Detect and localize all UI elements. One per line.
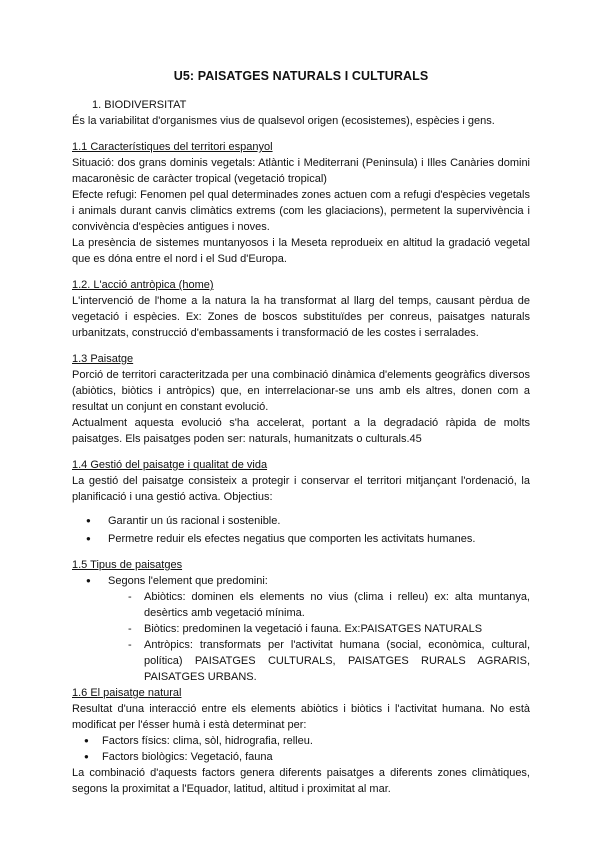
factors-list [72, 733, 530, 765]
list-item: ● Segons l'element que predomini: [72, 573, 530, 589]
section-title-1-1: 1.1 Característiques del territori espanyol [72, 141, 273, 153]
section-title-1-2: 1.2. L'acció antròpica (home) [72, 279, 214, 291]
landscape-subtypes-list [72, 589, 530, 685]
paragraph: La combinació d'aquests factors genera diferents paisatges a diferents zones climàtiques, segons la proximitat a l'Equador, latitud, altitud i proximitat al mar. [72, 767, 530, 795]
section-heading-biodiversitat: 1. BIODIVERSITAT [92, 99, 187, 111]
list-item: ● Factors biològics: Vegetació, fauna [72, 749, 530, 765]
section-title-1-5: 1.5 Tipus de paisatges [72, 559, 183, 571]
paragraph: L'intervenció de l'home a la natura la ha transformat al llarg del temps, causant pèrdua de vegetació i espècies. Ex: Zones de boscos substituïdes per conreus, paisatges naturals urbanitzats, construcció d'embassaments i transformació de les costes i serralades. [72, 295, 530, 339]
paragraph: La gestió del paisatge consisteix a protegir i conservar el territori mitjançant l'ordenació, la planificació i una gestió activa. Objectius: [72, 475, 530, 503]
paragraph: Efecte refugi: Fenomen pel qual determinades zones actuen com a refugi d'espècies vegetals i animals durant canvis climàtics extrems (com les glaciacions), permetent la supervivència i convivència d'espècies antigues i noves. [72, 189, 530, 233]
paragraph: Resultat d'una interacció entre els elements abiòtics i biòtics i l'activitat humana. No està modificat per l'ésser humà i està determinat per: [72, 703, 530, 731]
list-item: - Biòtics: predominen la vegetació i fauna. Ex:PAISATGES NATURALS [72, 621, 530, 637]
paragraph: Porció de territori caracteritzada per una combinació dinàmica d'elements geogràfics diversos (abiòtics, biòtics i antròpics) que, en interrelacionar-se uns amb els altres, donen com a resultat un conjunt en constant evolució. [72, 369, 530, 413]
section-title-1-3: 1.3 Paisatge [72, 353, 134, 365]
paragraph: Actualment aquesta evolució s'ha accelerat, portant a la degradació ràpida de molts paisatges. Els paisatges poden ser: naturals, humanitzats o culturals.45 [72, 417, 530, 445]
landscape-types-list [72, 573, 530, 589]
objectives-list [72, 513, 530, 547]
list-item: ● Garantir un ús racional i sostenible. [72, 513, 530, 529]
paragraph: Situació: dos grans dominis vegetals: Atlàntic i Mediterrani (Peninsula) i Illes Canàries domini macaronèsic de caràcter tropical (vegetació tropical) [72, 157, 530, 185]
list-item: ● Factors físics: clima, sòl, hidrografia, relleu. [72, 733, 530, 749]
list-item: ● Permetre reduir els efectes negatius que comporten les activitats humanes. [72, 531, 530, 547]
paragraph: La presència de sistemes muntanyosos i la Meseta reprodueix en altitud la gradació vegetal que es dóna entre el nord i el Sud d'Europa. [72, 237, 530, 265]
section-title-1-6: 1.6 El paisatge natural [72, 687, 182, 699]
section-title-1-4: 1.4 Gestió del paisatge i qualitat de vida [72, 459, 268, 471]
intro-paragraph: És la variabilitat d'organismes vius de qualsevol origen (ecosistemes), espècies i gens. [72, 115, 495, 127]
list-item: - Antròpics: transformats per l'activitat humana (social, econòmica, cultural, política) PAISATGES CULTURALS, PAISATGES RURALS AGRARIS, PAISATGES URBANS. [72, 637, 530, 685]
page-title: U5: PAISATGES NATURALS I CULTURALS [173, 69, 429, 83]
list-item: - Abiòtics: dominen els elements no vius (clima i relleu) ex: alta muntanya, desèrtics amb vegetació mínima. [72, 589, 530, 621]
